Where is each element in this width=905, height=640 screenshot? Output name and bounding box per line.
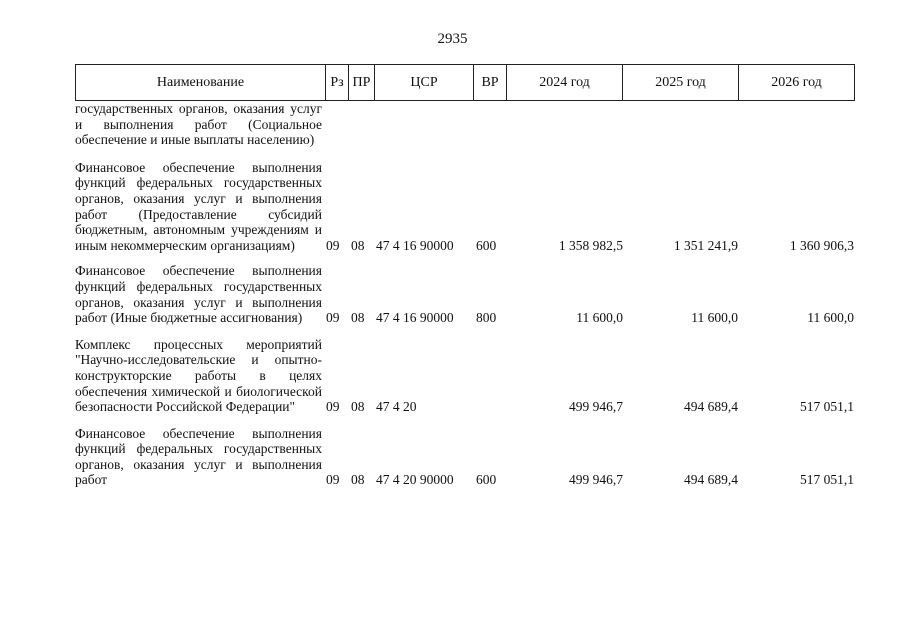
row-name: Финансовое обеспечение выполнения функций федеральных государственных органов, оказания услуг и выполнения работ (Предоставление субсидий бюджетным, автономным учреждениям и иным некоммерческим организациям) (75, 159, 322, 253)
row-2025: 1 351 241,9 (673, 237, 738, 253)
row-name: Финансовое обеспечение выполнения функций федеральных государственных органов, оказания услуг и выполнения работ (Иные бюджетные ассигнования) (75, 263, 322, 326)
table-row (75, 101, 855, 148)
header-csr: ЦСР (375, 64, 474, 101)
row-vr: 600 (476, 237, 497, 253)
row-name: Комплекс процессных мероприятий "Научно-исследовательские и опытно-конструкторские работы в целях обеспечения химической и биологической безопасности Российской Федерации" (75, 336, 322, 415)
table-row (75, 426, 855, 488)
row-pr: 08 (351, 472, 365, 488)
row-csr: 47 4 20 (376, 399, 417, 415)
row-2026: 517 051,1 (800, 472, 854, 488)
row-rz: 09 (326, 399, 340, 415)
table-row (75, 337, 855, 415)
row-2024: 499 946,7 (569, 399, 623, 415)
row-2025: 494 689,4 (684, 472, 738, 488)
row-vr: 600 (476, 472, 497, 488)
row-name: Финансовое обеспечение выполнения функций федеральных государственных органов, оказания услуг и выполнения работ (75, 425, 322, 488)
row-pr: 08 (351, 399, 365, 415)
header-vr: ВР (474, 64, 507, 101)
row-2024: 499 946,7 (569, 472, 623, 488)
header-2025: 2025 год (623, 64, 739, 101)
header-2024: 2024 год (507, 64, 623, 101)
row-rz: 09 (326, 237, 340, 253)
row-rz: 09 (326, 472, 340, 488)
table-row (75, 263, 855, 325)
header-rz: Рз (326, 64, 349, 101)
row-csr: 47 4 16 90000 (376, 237, 454, 253)
row-2024: 1 358 982,5 (558, 237, 623, 253)
row-2025: 11 600,0 (691, 310, 738, 326)
row-pr: 08 (351, 237, 365, 253)
row-2026: 1 360 906,3 (789, 237, 854, 253)
row-2026: 11 600,0 (807, 310, 854, 326)
row-2024: 11 600,0 (576, 310, 623, 326)
row-pr: 08 (351, 310, 365, 326)
row-rz: 09 (326, 310, 340, 326)
row-vr: 800 (476, 310, 497, 326)
header-pr: ПР (349, 64, 375, 101)
row-csr: 47 4 20 90000 (376, 472, 454, 488)
row-2026: 517 051,1 (800, 399, 854, 415)
page-number: 2935 (437, 31, 468, 47)
row-name: государственных органов, оказания услуг и выполнения работ (Социальное обеспечение и иные выплаты населению) (75, 101, 322, 148)
row-csr: 47 4 16 90000 (376, 310, 454, 326)
header-2026: 2026 год (739, 64, 855, 101)
table-header (75, 64, 855, 101)
table-body (75, 101, 855, 488)
row-2025: 494 689,4 (684, 399, 738, 415)
header-name: Наименование (75, 64, 326, 101)
table-row (75, 160, 855, 254)
